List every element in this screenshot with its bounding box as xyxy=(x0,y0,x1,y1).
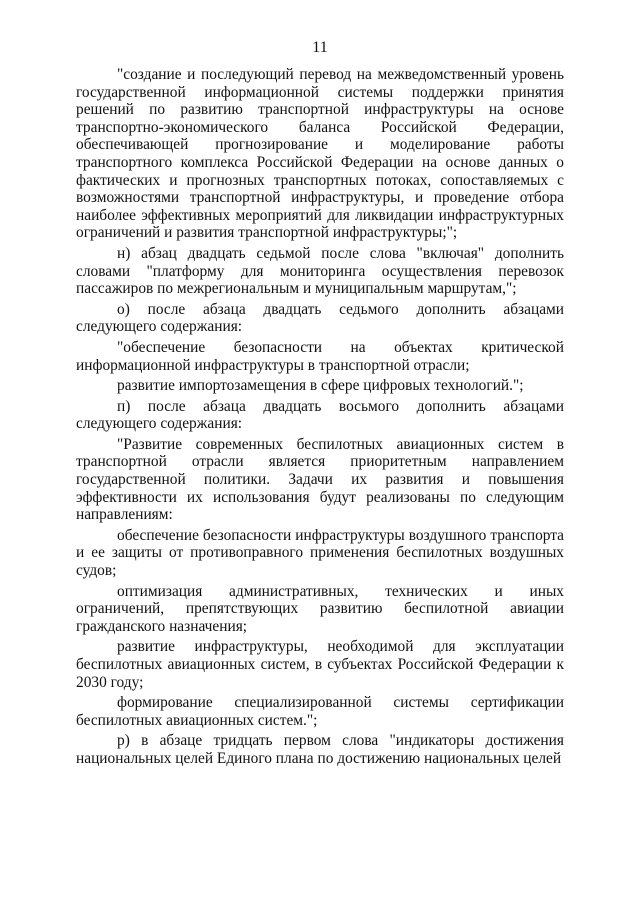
paragraph-quoted-gis: "создание и последующий перевод на межведомственный уровень государственной информационной системы поддержки принятия решений по развитию транспортной инфраструктуры на основе транспортно-экономического баланса Российской Федерации, обеспечивающей прогнозирование и моделирование работы транспортного комплекса Российской Федерации на основе данных о фактических и прогнозных транспортных потоках, сопоставляемых с возможностями транспортной инфраструктуры, и проведение отбора наиболее эффективных мероприятий для ликвидации инфраструктурных ограничений и развития транспортной инфраструктуры;"; xyxy=(76,66,564,242)
page-number: 11 xyxy=(312,39,328,56)
paragraph-drone-infrastructure: развитие инфраструктуры, необходимой для эксплуатации беспилотных авиационных систем, в субъектах Российской Федерации к 2030 году; xyxy=(76,638,564,691)
paragraph-drone-development: "Развитие современных беспилотных авиационных систем в транспортной отрасли является приоритетным направлением государственной политики. Задачи их развития и повышения эффективности их использования будут реализованы по следующим направлениям: xyxy=(76,435,564,524)
paragraph-security: "обеспечение безопасности на объектах критической информационной инфраструктуры в транспортной отрасли; xyxy=(76,338,564,374)
paragraph-item-p: п) после абзаца двадцать восьмого дополнить абзацами следующего содержания: xyxy=(76,397,564,433)
document-body xyxy=(76,66,564,771)
paragraph-item-r: р) в абзаце тридцать первом слова "индикаторы достижения национальных целей Единого плана по достижению национальных целей xyxy=(76,732,564,767)
paragraph-drone-optimization: оптимизация административных, технических и иных ограничений, препятствующих развитию беспилотной авиации гражданского назначения; xyxy=(76,582,564,635)
paragraph-drone-security: обеспечение безопасности инфраструктуры воздушного транспорта и ее защиты от противоправного применения беспилотных воздушных судов; xyxy=(76,526,564,580)
paragraph-drone-certification: формирование специализированной системы сертификации беспилотных авиационных систем."; xyxy=(76,694,564,729)
paragraph-import-substitution: развитие импортозамещения в сфере цифровых технологий."; xyxy=(117,377,524,395)
paragraph-item-o: о) после абзаца двадцать седьмого дополнить абзацами следующего содержания: xyxy=(76,300,564,336)
paragraph-item-n: н) абзац двадцать седьмой после слова "включая" дополнить словами "платформу для мониторинга осуществления перевозок пассажиров по межрегиональным и муниципальным маршрутам,"; xyxy=(76,244,564,298)
